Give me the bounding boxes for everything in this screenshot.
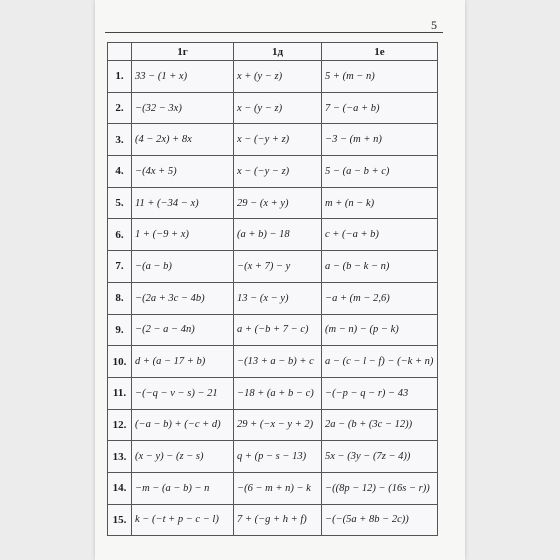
table-row bbox=[108, 92, 438, 124]
expression-cell-1g: 33 − (1 + x) bbox=[132, 61, 234, 93]
exercise-table bbox=[107, 42, 438, 536]
row-number: 8. bbox=[108, 282, 132, 314]
expression-cell-1g: −(−q − v − s) − 21 bbox=[132, 377, 234, 409]
table-row bbox=[108, 61, 438, 93]
row-number: 13. bbox=[108, 441, 132, 473]
column-header-1e: 1е bbox=[322, 43, 438, 61]
table-row bbox=[108, 377, 438, 409]
row-number: 15. bbox=[108, 504, 132, 536]
row-number: 12. bbox=[108, 409, 132, 441]
expression-cell-1e: 5x − (3y − (7z − 4)) bbox=[322, 441, 438, 473]
table-row bbox=[108, 251, 438, 283]
column-header-1d: 1д bbox=[234, 43, 322, 61]
expression-cell-1g: k − (−t + p − c − l) bbox=[132, 504, 234, 536]
expression-cell-1d: q + (p − s − 13) bbox=[234, 441, 322, 473]
expression-cell-1e: (m − n) − (p − k) bbox=[322, 314, 438, 346]
expression-cell-1g: (−a − b) + (−c + d) bbox=[132, 409, 234, 441]
row-number: 10. bbox=[108, 346, 132, 378]
expression-cell-1d: x + (y − z) bbox=[234, 61, 322, 93]
row-number: 14. bbox=[108, 472, 132, 504]
page-number: 5 bbox=[431, 18, 437, 32]
expression-cell-1e: m + (n − k) bbox=[322, 187, 438, 219]
expression-cell-1d: a + (−b + 7 − c) bbox=[234, 314, 322, 346]
expression-cell-1e: −a + (m − 2,6) bbox=[322, 282, 438, 314]
table-row bbox=[108, 472, 438, 504]
row-number: 3. bbox=[108, 124, 132, 156]
header-rule bbox=[105, 32, 443, 33]
column-header-1g: 1г bbox=[132, 43, 234, 61]
expression-cell-1g: −(2 − a − 4n) bbox=[132, 314, 234, 346]
table-row bbox=[108, 282, 438, 314]
expression-cell-1e: −3 − (m + n) bbox=[322, 124, 438, 156]
table-row bbox=[108, 156, 438, 188]
expression-cell-1e: a − (b − k − n) bbox=[322, 251, 438, 283]
row-number: 6. bbox=[108, 219, 132, 251]
expression-cell-1d: −(x + 7) − y bbox=[234, 251, 322, 283]
table-header-row bbox=[108, 43, 438, 61]
table-row bbox=[108, 409, 438, 441]
expression-cell-1d: 29 − (x + y) bbox=[234, 187, 322, 219]
expression-cell-1g: −(2a + 3c − 4b) bbox=[132, 282, 234, 314]
row-number: 9. bbox=[108, 314, 132, 346]
row-number: 1. bbox=[108, 61, 132, 93]
expression-cell-1g: d + (a − 17 + b) bbox=[132, 346, 234, 378]
expression-cell-1g: 11 + (−34 − x) bbox=[132, 187, 234, 219]
expression-cell-1e: −(−(5a + 8b − 2c)) bbox=[322, 504, 438, 536]
expression-cell-1d: x − (−y − z) bbox=[234, 156, 322, 188]
expression-cell-1d: −18 + (a + b − c) bbox=[234, 377, 322, 409]
expression-cell-1e: −((8p − 12) − (16s − r)) bbox=[322, 472, 438, 504]
expression-cell-1e: −(−p − q − r) − 43 bbox=[322, 377, 438, 409]
expression-cell-1g: −m − (a − b) − n bbox=[132, 472, 234, 504]
expression-cell-1d: x − (−y + z) bbox=[234, 124, 322, 156]
expression-cell-1d: 13 − (x − y) bbox=[234, 282, 322, 314]
expression-cell-1e: 7 − (−a + b) bbox=[322, 92, 438, 124]
table-row bbox=[108, 124, 438, 156]
expression-cell-1e: 5 + (m − n) bbox=[322, 61, 438, 93]
expression-cell-1e: 2a − (b + (3c − 12)) bbox=[322, 409, 438, 441]
row-number: 4. bbox=[108, 156, 132, 188]
expression-cell-1d: 29 + (−x − y + 2) bbox=[234, 409, 322, 441]
table-row bbox=[108, 219, 438, 251]
expression-cell-1g: 1 + (−9 + x) bbox=[132, 219, 234, 251]
expression-cell-1e: a − (c − l − f) − (−k + n) bbox=[322, 346, 438, 378]
column-header-number bbox=[108, 43, 132, 61]
row-number: 5. bbox=[108, 187, 132, 219]
expression-cell-1d: −(6 − m + n) − k bbox=[234, 472, 322, 504]
table-row bbox=[108, 441, 438, 473]
expression-cell-1g: −(32 − 3x) bbox=[132, 92, 234, 124]
table-row bbox=[108, 346, 438, 378]
row-number: 2. bbox=[108, 92, 132, 124]
expression-cell-1g: (x − y) − (z − s) bbox=[132, 441, 234, 473]
expression-cell-1d: x − (y − z) bbox=[234, 92, 322, 124]
table-row bbox=[108, 187, 438, 219]
expression-cell-1e: c + (−a + b) bbox=[322, 219, 438, 251]
book-page bbox=[95, 0, 465, 560]
row-number: 11. bbox=[108, 377, 132, 409]
table-row bbox=[108, 314, 438, 346]
expression-cell-1d: −(13 + a − b) + c bbox=[234, 346, 322, 378]
expression-cell-1g: (4 − 2x) + 8x bbox=[132, 124, 234, 156]
row-number: 7. bbox=[108, 251, 132, 283]
expression-cell-1g: −(4x + 5) bbox=[132, 156, 234, 188]
expression-cell-1g: −(a − b) bbox=[132, 251, 234, 283]
expression-cell-1e: 5 − (a − b + c) bbox=[322, 156, 438, 188]
expression-cell-1d: (a + b) − 18 bbox=[234, 219, 322, 251]
expression-cell-1d: 7 + (−g + h + f) bbox=[234, 504, 322, 536]
table-row bbox=[108, 504, 438, 536]
